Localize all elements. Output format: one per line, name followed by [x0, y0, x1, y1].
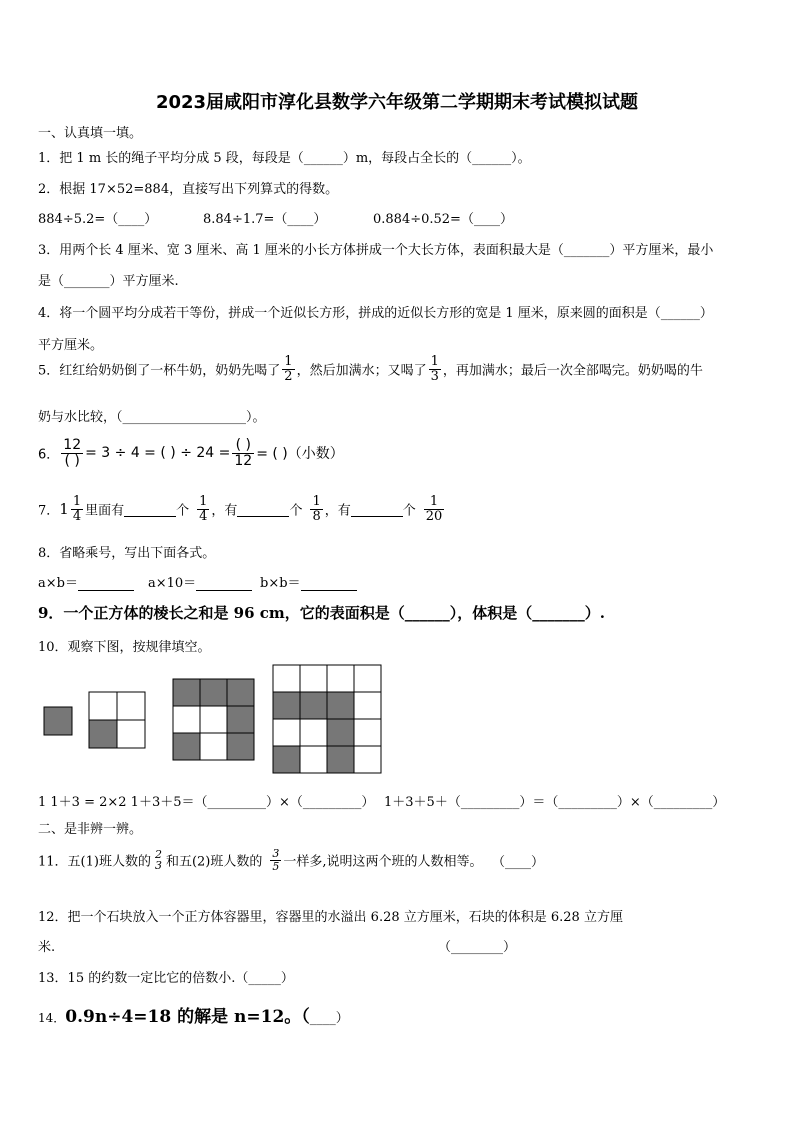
- q9-blank-1: ______: [404, 604, 450, 622]
- q7-f4-denominator: 20: [425, 508, 443, 524]
- pattern-figure-1: [44, 707, 72, 735]
- q7-text-c: ，有: [211, 503, 238, 519]
- shaded-cell: [327, 746, 354, 773]
- shaded-cell: [227, 706, 254, 733]
- shaded-cell: [273, 692, 300, 719]
- q10-formula: [38, 791, 374, 810]
- q10-blank-3: _________: [460, 795, 520, 810]
- q9-blank-2: _______: [532, 604, 585, 622]
- q13-text: 13．15 的约数一定比它的倍数小.（: [38, 971, 249, 986]
- q11-text-a: 11．五(1)班人数的: [38, 854, 151, 870]
- q7-fraction-2: [197, 495, 209, 523]
- q11-f1-numerator: 2: [154, 847, 162, 861]
- q10-formula-a: 1 1＋3 = 2×2 1＋3＋5＝（: [38, 795, 208, 810]
- q2-item-1-close: ）: [144, 212, 158, 227]
- shaded-cell: [273, 746, 300, 773]
- q7-mf-numerator: 1: [72, 494, 82, 509]
- question-4-line-1: [38, 302, 713, 321]
- q3-text-a: 3．用两个长 4 厘米、宽 3 厘米、高 1 厘米的小长方体拼成一个大长方体，表面积最大是（: [38, 243, 564, 258]
- q10-formula-b: 1＋3＋5＋（: [384, 795, 461, 810]
- shaded-cell: [173, 679, 200, 706]
- q7-text-d: 个: [289, 503, 303, 519]
- q1-text-d: ）。: [511, 151, 531, 166]
- q2-item-1: [38, 208, 157, 227]
- q5-text-b: ，然后加满水；又喝了: [296, 363, 427, 379]
- q5-text-e: ）。: [246, 410, 266, 425]
- q6-f1-denominator: ( ): [64, 452, 80, 469]
- q11-f1-denominator: 3: [154, 859, 162, 873]
- q1-blank-1: ______: [303, 151, 343, 166]
- empty-cell: [327, 665, 354, 692]
- q2-item-1-text: 884÷5.2=（: [38, 212, 119, 227]
- page-title: 2023届咸阳市淳化县数学六年级第二学期期末考试模拟试题: [155, 92, 639, 113]
- q1-text-c: ）m，每段占全长的（: [342, 151, 473, 166]
- q14-text: 0.9n÷4=18 的解是 n=12。（: [65, 1007, 310, 1027]
- q2-item-3: [373, 208, 513, 227]
- q1-text-a: 1．: [38, 151, 60, 166]
- shaded-cell: [327, 719, 354, 746]
- question-9: [38, 602, 605, 623]
- q8-item-3: [260, 572, 357, 591]
- question-3-line-1: [38, 239, 713, 258]
- q5-f1-denominator: 2: [284, 368, 293, 384]
- q12-answer: （________）: [438, 940, 517, 955]
- q11-fraction-2: [270, 848, 281, 872]
- q8-item-1: [38, 572, 134, 591]
- q11-text-c: 一样多,说明这两个班的人数相等。: [283, 854, 483, 870]
- q8-item-2: [148, 572, 252, 591]
- q2-item-1-blank: ____: [118, 212, 145, 227]
- q2-item-2: [203, 208, 326, 227]
- shaded-cell: [89, 720, 117, 748]
- question-12-line-1: 12．把一个石块放入一个正方体容器里，容器里的水溢出 6.28 立方厘米，石块的体积是 6.28 立方厘: [38, 910, 623, 925]
- question-8: 8．省略乘号，写出下面各式。: [38, 546, 216, 561]
- empty-cell: [89, 692, 117, 720]
- q10-blank-4: _________: [558, 795, 617, 810]
- empty-cell: [300, 719, 327, 746]
- empty-cell: [117, 692, 145, 720]
- q9-text-c: ）.: [584, 604, 606, 622]
- question-5-line-2: [38, 406, 266, 425]
- q4-blank: ______: [660, 306, 700, 321]
- q7-fraction-4: [424, 495, 445, 523]
- q5-text-a: 5．红红给奶奶倒了一杯牛奶，奶奶先喝了: [38, 363, 281, 379]
- q11-fraction-1: [153, 849, 164, 872]
- question-12-line-2: 米.: [38, 940, 56, 955]
- q11-f2-denominator: 5: [272, 859, 280, 873]
- q5-fraction-2: [429, 355, 441, 383]
- q3-text-c: 是（: [38, 274, 65, 289]
- q4-text-a: 4．将一个圆平均分成若干等份，拼成一个近似长方形，拼成的近似长方形的宽是 1 厘米，原来圆的面积是（: [38, 306, 661, 321]
- empty-cell: [354, 665, 381, 692]
- q7-blank-2: [237, 502, 289, 517]
- question-2: [38, 178, 338, 197]
- q7-whole: 1: [59, 500, 69, 519]
- q10-formula-2: [384, 791, 725, 810]
- question-11: [38, 848, 544, 872]
- shaded-cell: [200, 679, 227, 706]
- q13-close: ）: [280, 971, 294, 986]
- q7-blank-3: [351, 502, 403, 517]
- q3-text-b: ）平方厘米，最小: [609, 243, 714, 258]
- pattern-figure-2: [89, 692, 145, 748]
- question-6: [38, 438, 344, 468]
- empty-cell: [117, 720, 145, 748]
- shaded-cell: [327, 692, 354, 719]
- q10-blank-5: _________: [653, 795, 713, 810]
- q10-blank-2: _________: [302, 795, 362, 810]
- q5-text-d: 奶与水比较，（: [38, 410, 123, 425]
- question-14: [38, 1002, 349, 1027]
- q7-f3-denominator: 8: [312, 508, 321, 524]
- q7-f4-numerator: 1: [424, 495, 445, 510]
- q3-blank-1: _______: [563, 243, 610, 258]
- q9-text-b: ），体积是（: [449, 604, 533, 622]
- q6-equation-a: = 3 ÷ 4 = ( ) ÷ 24 =: [85, 445, 231, 462]
- q10-times-1: ）×（: [265, 795, 303, 810]
- q7-blank-1: [124, 502, 176, 517]
- q2-item-2-close: ）: [313, 212, 327, 227]
- q7-text-b: 个: [176, 503, 190, 519]
- q10-close-1: ）: [361, 795, 375, 810]
- q11-answer: （____）: [498, 854, 545, 870]
- q6-num: 6．: [38, 447, 60, 463]
- q7-f2-denominator: 4: [199, 508, 208, 524]
- empty-cell: [273, 665, 300, 692]
- empty-cell: [300, 665, 327, 692]
- shaded-cell: [300, 692, 327, 719]
- q14-close: ）: [335, 1011, 349, 1026]
- q2-item-3-text: 0.884÷0.52=（: [373, 212, 474, 227]
- q10-close-2: ）: [712, 795, 726, 810]
- q8-item-1-text: a×b＝: [38, 576, 78, 591]
- q1-blank-2: ______: [472, 151, 512, 166]
- q6-f1-numerator: 12: [63, 437, 82, 453]
- empty-cell: [273, 719, 300, 746]
- shaded-cell: [227, 733, 254, 760]
- q9-text-a: 9．一个正方体的棱长之和是 96 cm，它的表面积是（: [38, 604, 405, 622]
- q5-fraction-1: [282, 355, 294, 383]
- q1-text-b: 把 1 m 长的绳子平均分成 5 段，每段是（: [59, 151, 304, 166]
- q10-blank-1: _________: [207, 795, 266, 810]
- q13-blank: _____: [248, 971, 281, 986]
- q5-f2-denominator: 3: [430, 368, 439, 384]
- pattern-figure: [0, 660, 400, 780]
- shaded-cell: [44, 707, 72, 735]
- question-7: [38, 495, 446, 523]
- question-5-line-1: [38, 355, 703, 383]
- q6-fraction-2: [232, 438, 254, 468]
- shaded-cell: [227, 679, 254, 706]
- q8-item-2-text: a×10＝: [148, 576, 197, 591]
- q4-close: ）: [699, 306, 713, 321]
- q2-item-3-blank: ____: [473, 212, 500, 227]
- q7-text-e: ，有: [324, 503, 351, 519]
- q7-f3-numerator: 1: [312, 494, 321, 509]
- q7-num: 7．: [38, 503, 60, 519]
- q3-blank-2: _______: [64, 274, 110, 289]
- q14-num: 14．: [38, 1011, 66, 1025]
- empty-cell: [354, 746, 381, 773]
- section-heading-1: 一、认真填一填。: [38, 126, 143, 141]
- q2-item-3-close: ）: [499, 212, 513, 227]
- q5-text-c: ，再加满水；最后一次全部喝完。奶奶喝的牛: [442, 363, 703, 379]
- empty-cell: [200, 733, 227, 760]
- q10-times-2: ）×（: [616, 795, 654, 810]
- q7-text-a: 里面有: [85, 503, 125, 519]
- q3-text-d: ）平方厘米.: [109, 274, 179, 289]
- q6-fraction-1: [61, 438, 83, 468]
- empty-cell: [200, 706, 227, 733]
- q7-fraction-3: [310, 495, 322, 523]
- empty-cell: [300, 746, 327, 773]
- empty-cell: [354, 719, 381, 746]
- q5-f2-numerator: 1: [430, 354, 439, 369]
- q14-blank: ____: [309, 1011, 336, 1026]
- q7-f2-numerator: 1: [199, 494, 208, 509]
- q11-text-b: 和五(2)班人数的: [165, 854, 263, 870]
- q8-item-2-blank: [196, 576, 252, 591]
- q2-item-2-text: 8.84÷1.7=（: [203, 212, 288, 227]
- q5-blank: ___________________: [122, 410, 247, 425]
- q10-equals: ）＝（: [519, 795, 559, 810]
- q6-f2-numerator: ( ): [232, 438, 254, 454]
- q8-item-1-blank: [78, 576, 134, 591]
- q11-f2-numerator: 3: [272, 847, 280, 860]
- q6-f2-denominator: 12: [234, 452, 253, 469]
- section-heading-2: 二、是非辨一辨。: [38, 822, 143, 837]
- q8-item-3-blank: [301, 576, 357, 591]
- q5-f1-numerator: 1: [284, 354, 293, 369]
- question-3-line-2: [38, 270, 179, 289]
- q7-mixed-fraction: [71, 495, 83, 523]
- q7-text-f: 个: [402, 503, 416, 519]
- question-13: [38, 967, 294, 986]
- empty-cell: [173, 706, 200, 733]
- question-10: 10．观察下图，按规律填空。: [38, 640, 211, 655]
- q2-text: 根据 17×52=884，直接写出下列算式的得数。: [59, 182, 339, 197]
- q7-mf-denominator: 4: [72, 508, 82, 524]
- q2-num: 2．: [38, 182, 60, 197]
- empty-cell: [354, 692, 381, 719]
- question-4-line-2: 平方厘米。: [38, 338, 104, 353]
- question-1: [38, 147, 531, 166]
- q6-equation-b: = ( )（小数）: [256, 446, 344, 463]
- pattern-figure-4: [273, 665, 381, 773]
- pattern-figure-3: [173, 679, 254, 760]
- q2-item-2-blank: ____: [287, 212, 314, 227]
- q8-item-3-text: b×b＝: [260, 576, 301, 591]
- shaded-cell: [173, 733, 200, 760]
